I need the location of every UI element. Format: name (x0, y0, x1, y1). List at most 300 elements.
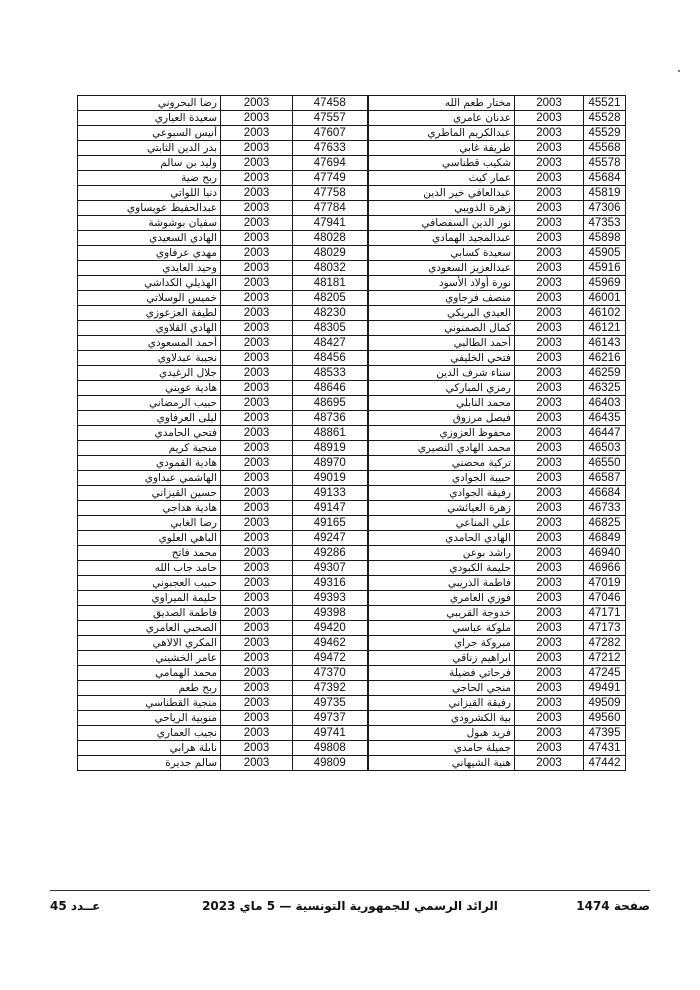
right-name-cell: حبيبة الجوادي (368, 471, 515, 486)
right-name-cell: سناء شرف الدين (368, 366, 515, 381)
right-year-cell: 2003 (515, 246, 584, 261)
table-row (78, 246, 626, 261)
right-id-cell: 46143 (584, 336, 626, 351)
left-year-cell: 2003 (221, 171, 293, 186)
left-year-cell: 2003 (221, 636, 293, 651)
right-id-cell: 46825 (584, 516, 626, 531)
left-id-cell: 48205 (293, 291, 368, 306)
table-row (78, 756, 626, 771)
right-year-cell: 2003 (515, 681, 584, 696)
left-id-cell: 47607 (293, 126, 368, 141)
left-name-cell: الصحبي العامري (78, 621, 221, 636)
left-id-cell: 48919 (293, 441, 368, 456)
left-year-cell: 2003 (221, 291, 293, 306)
right-id-cell: 46503 (584, 441, 626, 456)
right-year-cell: 2003 (515, 666, 584, 681)
table-row (78, 366, 626, 381)
right-name-cell: شكيب قطناسي (368, 156, 515, 171)
right-year-cell: 2003 (515, 96, 584, 111)
right-id-cell: 47442 (584, 756, 626, 771)
left-name-cell: وليد بن سالم (78, 156, 221, 171)
left-id-cell: 47784 (293, 201, 368, 216)
left-name-cell: منوبية الرياحي (78, 711, 221, 726)
right-name-cell: عمار كيث (368, 171, 515, 186)
table-row (78, 471, 626, 486)
left-id-cell: 49165 (293, 516, 368, 531)
left-year-cell: 2003 (221, 756, 293, 771)
table-row (78, 516, 626, 531)
left-id-cell: 48695 (293, 396, 368, 411)
right-year-cell: 2003 (515, 306, 584, 321)
table-row (78, 156, 626, 171)
left-year-cell: 2003 (221, 561, 293, 576)
left-year-cell: 2003 (221, 126, 293, 141)
right-id-cell: 49509 (584, 696, 626, 711)
right-year-cell: 2003 (515, 756, 584, 771)
right-name-cell: حليمة الكبودي (368, 561, 515, 576)
table-row (78, 216, 626, 231)
left-year-cell: 2003 (221, 666, 293, 681)
right-name-cell: فاطمة الذريبي (368, 576, 515, 591)
right-id-cell: 49560 (584, 711, 626, 726)
left-name-cell: أحمد المسعودي (78, 336, 221, 351)
right-year-cell: 2003 (515, 441, 584, 456)
left-name-cell: بدر الدين الثابتي (78, 141, 221, 156)
table-row (78, 726, 626, 741)
left-id-cell: 47370 (293, 666, 368, 681)
left-id-cell: 47694 (293, 156, 368, 171)
right-id-cell: 47282 (584, 636, 626, 651)
table-row (78, 486, 626, 501)
table-row (78, 591, 626, 606)
right-year-cell: 2003 (515, 621, 584, 636)
left-year-cell: 2003 (221, 681, 293, 696)
right-name-cell: فريد هبول (368, 726, 515, 741)
right-name-cell: تركية محصني (368, 456, 515, 471)
table-row (78, 141, 626, 156)
right-year-cell: 2003 (515, 636, 584, 651)
left-year-cell: 2003 (221, 411, 293, 426)
right-name-cell: أحمد الطالبي (368, 336, 515, 351)
table-row (78, 561, 626, 576)
right-name-cell: عبدالمجيد الهمادي (368, 231, 515, 246)
right-id-cell: 45819 (584, 186, 626, 201)
left-year-cell: 2003 (221, 531, 293, 546)
left-id-cell: 47458 (293, 96, 368, 111)
right-id-cell: 47306 (584, 201, 626, 216)
right-id-cell: 46102 (584, 306, 626, 321)
left-id-cell: 49462 (293, 636, 368, 651)
left-id-cell: 49737 (293, 711, 368, 726)
table-row (78, 231, 626, 246)
right-name-cell: رفيقة القيزاني (368, 696, 515, 711)
table-row (78, 636, 626, 651)
left-name-cell: أنيس السبوعي (78, 126, 221, 141)
right-name-cell: العيدي البريكي (368, 306, 515, 321)
left-id-cell: 49147 (293, 501, 368, 516)
left-name-cell: سعيدة العياري (78, 111, 221, 126)
right-id-cell: 46849 (584, 531, 626, 546)
left-name-cell: هادية عويني (78, 381, 221, 396)
left-name-cell: عبدالحفيظ عويساوي (78, 201, 221, 216)
right-name-cell: مبروكة جراي (368, 636, 515, 651)
right-name-cell: محمد الهادي النصيري (368, 441, 515, 456)
right-year-cell: 2003 (515, 591, 584, 606)
table-row (78, 441, 626, 456)
right-id-cell: 47171 (584, 606, 626, 621)
right-year-cell: 2003 (515, 126, 584, 141)
left-name-cell: حبيب الرمضاني (78, 396, 221, 411)
left-id-cell: 49133 (293, 486, 368, 501)
left-id-cell: 49398 (293, 606, 368, 621)
right-id-cell: 47431 (584, 741, 626, 756)
left-year-cell: 2003 (221, 441, 293, 456)
left-id-cell: 47749 (293, 171, 368, 186)
right-year-cell: 2003 (515, 291, 584, 306)
scan-speck (678, 70, 680, 72)
table-row (78, 531, 626, 546)
table-row (78, 111, 626, 126)
left-name-cell: ليلى العرفاوي (78, 411, 221, 426)
table-row (78, 741, 626, 756)
right-year-cell: 2003 (515, 261, 584, 276)
left-year-cell: 2003 (221, 156, 293, 171)
left-name-cell: خميس الوسلاتي (78, 291, 221, 306)
table-row (78, 576, 626, 591)
table-row (78, 426, 626, 441)
left-id-cell: 49393 (293, 591, 368, 606)
left-name-cell: فاطمة الصديق (78, 606, 221, 621)
left-year-cell: 2003 (221, 516, 293, 531)
right-year-cell: 2003 (515, 531, 584, 546)
left-name-cell: الهادي السعيدي (78, 231, 221, 246)
right-year-cell: 2003 (515, 231, 584, 246)
right-id-cell: 46259 (584, 366, 626, 381)
left-name-cell: الهذيلي الكداشي (78, 276, 221, 291)
table-body (78, 96, 626, 771)
right-name-cell: بية الكشرودي (368, 711, 515, 726)
right-year-cell: 2003 (515, 396, 584, 411)
left-name-cell: منجية كريم (78, 441, 221, 456)
left-name-cell: حليمة الميراوي (78, 591, 221, 606)
right-name-cell: هنية الشيهاني (368, 756, 515, 771)
left-year-cell: 2003 (221, 231, 293, 246)
left-name-cell: ربح ضية (78, 171, 221, 186)
left-id-cell: 48029 (293, 246, 368, 261)
left-year-cell: 2003 (221, 246, 293, 261)
left-year-cell: 2003 (221, 651, 293, 666)
left-year-cell: 2003 (221, 351, 293, 366)
left-id-cell: 49420 (293, 621, 368, 636)
right-id-cell: 45916 (584, 261, 626, 276)
right-year-cell: 2003 (515, 351, 584, 366)
left-year-cell: 2003 (221, 96, 293, 111)
right-id-cell: 46403 (584, 396, 626, 411)
right-year-cell: 2003 (515, 276, 584, 291)
table-row (78, 351, 626, 366)
table-row (78, 666, 626, 681)
right-id-cell: 45969 (584, 276, 626, 291)
left-id-cell: 48427 (293, 336, 368, 351)
right-id-cell: 47046 (584, 591, 626, 606)
left-id-cell: 49307 (293, 561, 368, 576)
left-id-cell: 48230 (293, 306, 368, 321)
right-name-cell: كمال الصمنوني (368, 321, 515, 336)
right-id-cell: 46550 (584, 456, 626, 471)
right-id-cell: 45578 (584, 156, 626, 171)
right-id-cell: 45568 (584, 141, 626, 156)
left-year-cell: 2003 (221, 201, 293, 216)
right-year-cell: 2003 (515, 426, 584, 441)
right-year-cell: 2003 (515, 741, 584, 756)
right-id-cell: 47173 (584, 621, 626, 636)
right-name-cell: محمد النابلي (368, 396, 515, 411)
right-id-cell: 45521 (584, 96, 626, 111)
right-id-cell: 45529 (584, 126, 626, 141)
table-row (78, 681, 626, 696)
right-name-cell: راشد بوعن (368, 546, 515, 561)
left-id-cell: 49019 (293, 471, 368, 486)
left-year-cell: 2003 (221, 321, 293, 336)
left-id-cell: 48456 (293, 351, 368, 366)
right-name-cell: نورة أولاد الأسود (368, 276, 515, 291)
left-year-cell: 2003 (221, 186, 293, 201)
right-name-cell: زهرة الذويبي (368, 201, 515, 216)
table-row (78, 126, 626, 141)
table-row (78, 276, 626, 291)
left-year-cell: 2003 (221, 336, 293, 351)
left-name-cell: منجية القطناسي (78, 696, 221, 711)
left-year-cell: 2003 (221, 591, 293, 606)
left-id-cell: 49247 (293, 531, 368, 546)
right-id-cell: 47245 (584, 666, 626, 681)
left-name-cell: ربح طعم (78, 681, 221, 696)
left-year-cell: 2003 (221, 726, 293, 741)
left-id-cell: 48736 (293, 411, 368, 426)
right-name-cell: خدوجة القريبي (368, 606, 515, 621)
left-name-cell: نجيب العماري (78, 726, 221, 741)
left-name-cell: مهدي عرفاوي (78, 246, 221, 261)
right-name-cell: فرحاتي فضيلة (368, 666, 515, 681)
right-name-cell: علي المناعي (368, 516, 515, 531)
left-id-cell: 48028 (293, 231, 368, 246)
left-id-cell: 47941 (293, 216, 368, 231)
names-table (77, 95, 626, 771)
left-name-cell: لطيفة العزعوزي (78, 306, 221, 321)
left-name-cell: فتحي الحامدي (78, 426, 221, 441)
left-id-cell: 48970 (293, 456, 368, 471)
left-year-cell: 2003 (221, 261, 293, 276)
left-id-cell: 48181 (293, 276, 368, 291)
left-year-cell: 2003 (221, 306, 293, 321)
left-year-cell: 2003 (221, 546, 293, 561)
page-number: صفحة 1474 (576, 899, 650, 913)
right-id-cell: 45905 (584, 246, 626, 261)
right-name-cell: منجي الحاجي (368, 681, 515, 696)
table-row (78, 201, 626, 216)
journal-title: الرائد الرسمي للجمهورية التونسية — 5 ماي 2023 (202, 899, 498, 913)
right-id-cell: 45898 (584, 231, 626, 246)
left-name-cell: رضا البحروني (78, 96, 221, 111)
right-id-cell: 46121 (584, 321, 626, 336)
left-name-cell: نجيبة عبدلاوي (78, 351, 221, 366)
left-year-cell: 2003 (221, 486, 293, 501)
left-name-cell: الباهي العلوي (78, 531, 221, 546)
table-row (78, 336, 626, 351)
table-row (78, 651, 626, 666)
left-name-cell: وحيد العايدي (78, 261, 221, 276)
right-year-cell: 2003 (515, 381, 584, 396)
left-id-cell: 47557 (293, 111, 368, 126)
table-row (78, 546, 626, 561)
right-name-cell: رمزي المباركي (368, 381, 515, 396)
right-year-cell: 2003 (515, 501, 584, 516)
left-name-cell: نابلة هرابي (78, 741, 221, 756)
left-name-cell: حبيب العجبوني (78, 576, 221, 591)
right-id-cell: 47353 (584, 216, 626, 231)
left-name-cell: المكري الالاهي (78, 636, 221, 651)
right-year-cell: 2003 (515, 321, 584, 336)
right-name-cell: رفيقة الجوادي (368, 486, 515, 501)
left-id-cell: 49809 (293, 756, 368, 771)
left-id-cell: 48646 (293, 381, 368, 396)
table-row (78, 96, 626, 111)
table-row (78, 261, 626, 276)
left-name-cell: عامر الخشيني (78, 651, 221, 666)
left-year-cell: 2003 (221, 606, 293, 621)
right-year-cell: 2003 (515, 726, 584, 741)
right-year-cell: 2003 (515, 411, 584, 426)
right-year-cell: 2003 (515, 171, 584, 186)
left-id-cell: 49808 (293, 741, 368, 756)
left-name-cell: جلال الرغيدي (78, 366, 221, 381)
left-name-cell: سفيان بوشوشة (78, 216, 221, 231)
right-year-cell: 2003 (515, 606, 584, 621)
right-id-cell: 45684 (584, 171, 626, 186)
table-row (78, 456, 626, 471)
left-name-cell: سالم جديرة (78, 756, 221, 771)
right-id-cell: 46001 (584, 291, 626, 306)
right-name-cell: طريفة غابي (368, 141, 515, 156)
issue-number: عــدد 45 (50, 899, 101, 913)
right-year-cell: 2003 (515, 111, 584, 126)
table-row (78, 606, 626, 621)
right-year-cell: 2003 (515, 516, 584, 531)
left-name-cell: هادية هداجي (78, 501, 221, 516)
footer-rule (50, 890, 650, 891)
right-name-cell: عبدالعافي خير الدين (368, 186, 515, 201)
left-year-cell: 2003 (221, 576, 293, 591)
right-name-cell: زهرة العيائشي (368, 501, 515, 516)
table-row (78, 411, 626, 426)
left-name-cell: حامد جاب الله (78, 561, 221, 576)
left-name-cell: الهادي القلاوي (78, 321, 221, 336)
table-row (78, 186, 626, 201)
right-year-cell: 2003 (515, 561, 584, 576)
right-name-cell: محفوظ العزوزي (368, 426, 515, 441)
right-year-cell: 2003 (515, 366, 584, 381)
right-name-cell: ملوكة عباسي (368, 621, 515, 636)
right-id-cell: 47212 (584, 651, 626, 666)
right-id-cell: 46216 (584, 351, 626, 366)
right-id-cell: 46447 (584, 426, 626, 441)
right-id-cell: 46325 (584, 381, 626, 396)
left-year-cell: 2003 (221, 276, 293, 291)
right-id-cell: 46733 (584, 501, 626, 516)
left-year-cell: 2003 (221, 471, 293, 486)
right-year-cell: 2003 (515, 696, 584, 711)
right-year-cell: 2003 (515, 201, 584, 216)
right-id-cell: 46940 (584, 546, 626, 561)
left-year-cell: 2003 (221, 501, 293, 516)
right-id-cell: 46684 (584, 486, 626, 501)
right-name-cell: مختار طعم الله (368, 96, 515, 111)
right-year-cell: 2003 (515, 156, 584, 171)
left-id-cell: 48861 (293, 426, 368, 441)
right-name-cell: نور الدين السفصافي (368, 216, 515, 231)
left-year-cell: 2003 (221, 456, 293, 471)
right-name-cell: الهادي الحامدي (368, 531, 515, 546)
page-footer (50, 899, 650, 917)
right-name-cell: سعيدة كسابي (368, 246, 515, 261)
right-year-cell: 2003 (515, 576, 584, 591)
left-year-cell: 2003 (221, 141, 293, 156)
table-row (78, 291, 626, 306)
right-id-cell: 46587 (584, 471, 626, 486)
left-year-cell: 2003 (221, 396, 293, 411)
left-id-cell: 49286 (293, 546, 368, 561)
left-year-cell: 2003 (221, 111, 293, 126)
left-year-cell: 2003 (221, 696, 293, 711)
left-year-cell: 2003 (221, 426, 293, 441)
right-name-cell: منصف فرجاوي (368, 291, 515, 306)
right-year-cell: 2003 (515, 336, 584, 351)
table-row (78, 396, 626, 411)
left-year-cell: 2003 (221, 216, 293, 231)
right-id-cell: 46966 (584, 561, 626, 576)
right-name-cell: فتحي الخليفي (368, 351, 515, 366)
table-row (78, 696, 626, 711)
table-row (78, 711, 626, 726)
left-id-cell: 47758 (293, 186, 368, 201)
table-row (78, 306, 626, 321)
left-id-cell: 48533 (293, 366, 368, 381)
right-year-cell: 2003 (515, 186, 584, 201)
left-id-cell: 49741 (293, 726, 368, 741)
right-year-cell: 2003 (515, 711, 584, 726)
left-year-cell: 2003 (221, 366, 293, 381)
right-id-cell: 46435 (584, 411, 626, 426)
right-year-cell: 2003 (515, 546, 584, 561)
right-name-cell: فيصل مرزوق (368, 411, 515, 426)
left-name-cell: دنيا اللواتي (78, 186, 221, 201)
left-name-cell: محمد الهمامي (78, 666, 221, 681)
right-id-cell: 47019 (584, 576, 626, 591)
left-id-cell: 49472 (293, 651, 368, 666)
left-id-cell: 49735 (293, 696, 368, 711)
right-id-cell: 49491 (584, 681, 626, 696)
left-name-cell: محمد فاتح (78, 546, 221, 561)
right-name-cell: عبدالعزيز السعودي (368, 261, 515, 276)
left-id-cell: 49316 (293, 576, 368, 591)
left-name-cell: هادية القمودي (78, 456, 221, 471)
right-year-cell: 2003 (515, 651, 584, 666)
left-year-cell: 2003 (221, 381, 293, 396)
right-name-cell: ابراهيم زناقي (368, 651, 515, 666)
table-row (78, 321, 626, 336)
left-year-cell: 2003 (221, 711, 293, 726)
table-row (78, 381, 626, 396)
